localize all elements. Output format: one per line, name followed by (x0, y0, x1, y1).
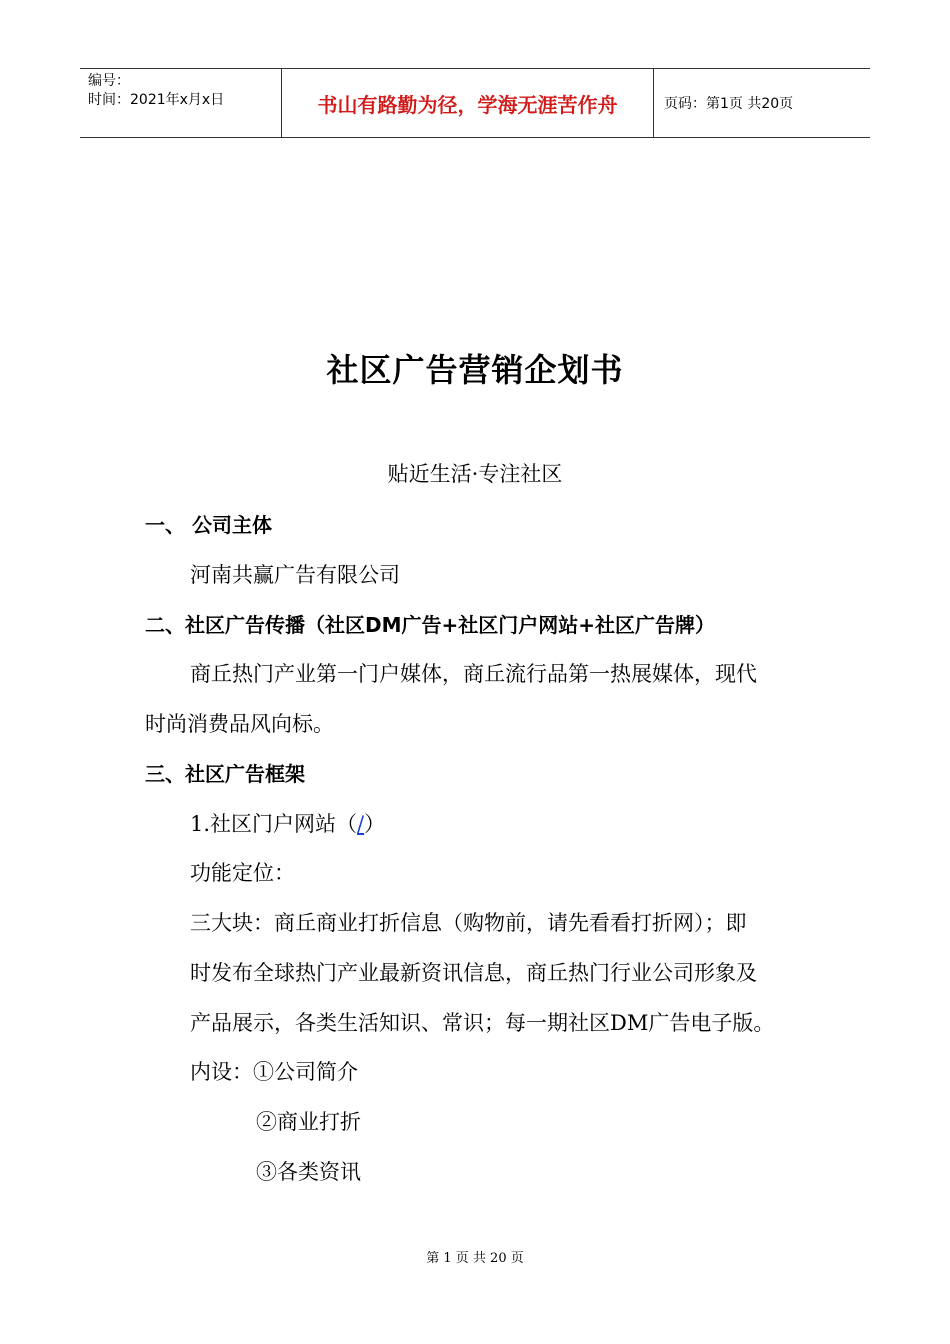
item1-suffix: ） (364, 812, 386, 836)
section2-text-line1: 商丘热门产业第一门户媒体，商丘流行品第一热展媒体，现代 (190, 662, 757, 686)
section2-text-line2: 时尚消费品风向标。 (145, 712, 334, 736)
item1-prefix: 1.社区门户网站（ (190, 812, 358, 836)
header-page-info: 页码：第1页 共20页 (664, 96, 794, 112)
item1-line (190, 808, 385, 838)
blocks-line2: 时发布全球热门产业最新资讯信息，商丘热门行业公司形象及 (190, 961, 757, 985)
document-subtitle: 贴近生活·专注社区 (387, 462, 563, 486)
blocks-line3: 产品展示，各类生活知识、常识；每一期社区DM广告电子版。 (190, 1011, 775, 1035)
section1-text: 河南共赢广告有限公司 (190, 563, 400, 587)
portal-link[interactable]: / (357, 812, 365, 836)
header-time: 时间：2021年x月x日 (88, 92, 225, 108)
header-number: 编号： (88, 73, 130, 89)
blocks-line1: 三大块：商丘商业打折信息（购物前，请先看看打折网）；即 (190, 911, 747, 935)
header-meta (80, 69, 281, 137)
content-item3: ③各类资讯 (256, 1160, 361, 1184)
document-title: 社区广告营销企划书 (326, 351, 624, 389)
content-label: 内设：①公司简介 (190, 1060, 358, 1084)
page-footer: 第 1 页 共 20 页 (426, 1251, 524, 1266)
function-label: 功能定位： (190, 861, 295, 885)
section3-heading: 三、社区广告框架 (145, 762, 305, 786)
section2-heading: 二、社区广告传播（社区DM广告+社区门户网站+社区广告牌） (145, 613, 716, 637)
content-item2: ②商业打折 (256, 1110, 361, 1134)
section1-heading: 一、 公司主体 (145, 513, 272, 537)
document-header (80, 68, 870, 138)
header-motto: 书山有路勤为径，学海无涯苦作舟 (281, 69, 654, 137)
